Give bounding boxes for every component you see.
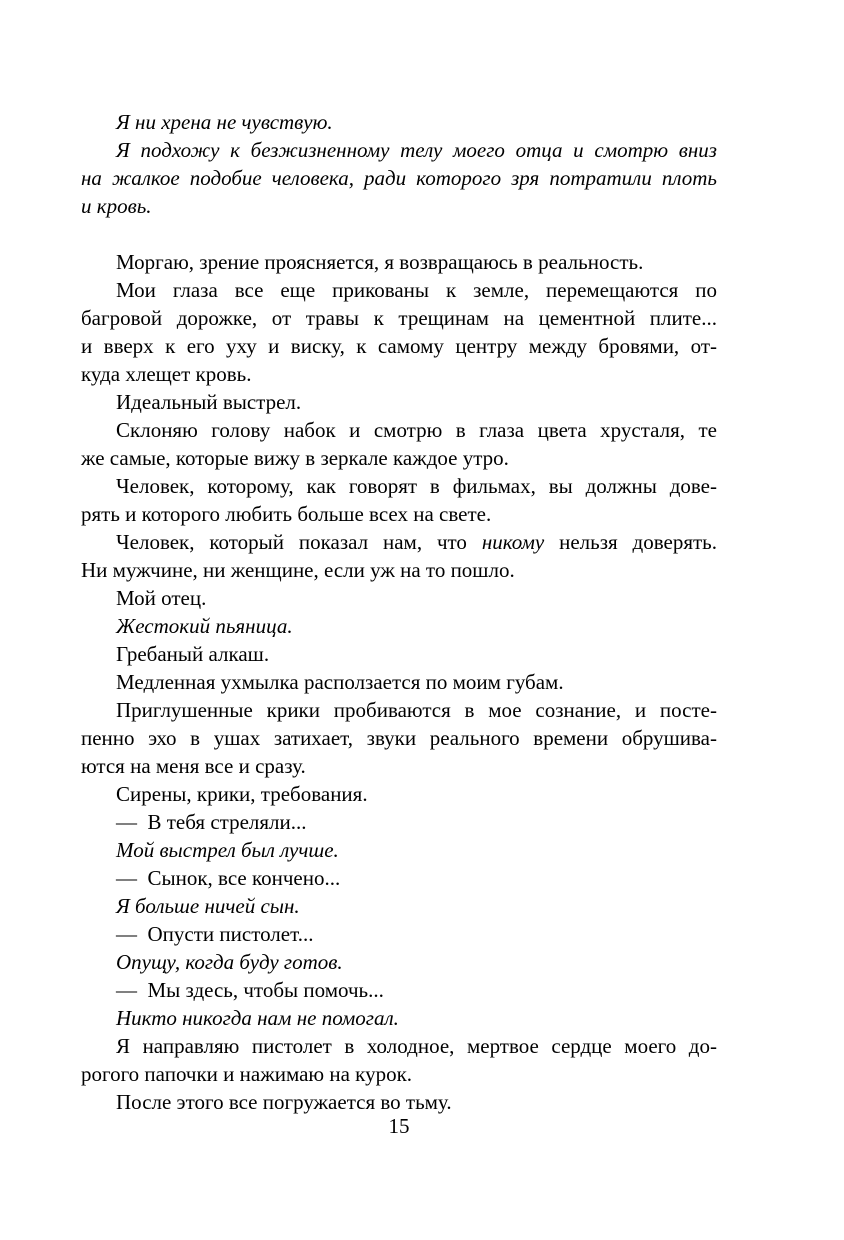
text-line — [81, 388, 717, 416]
text-line — [81, 976, 717, 1004]
regular-text: Мои глаза все еще прикованы к земле, перемещаются по — [116, 278, 717, 302]
regular-text: Идеальный выстрел. — [116, 390, 302, 414]
regular-text: Человек, которому, как говорят в фильмах, вы должны дове- — [116, 474, 717, 498]
text-line — [81, 1032, 717, 1060]
regular-text: куда хлещет кровь. — [81, 362, 252, 386]
text-line — [81, 1004, 717, 1032]
regular-text: После этого все погружается во тьму. — [116, 1090, 452, 1114]
regular-text: — Мы здесь, чтобы помочь... — [116, 978, 384, 1002]
text-line — [81, 528, 717, 556]
text-line — [81, 108, 717, 136]
text-line — [81, 752, 717, 780]
text-line — [81, 136, 717, 164]
regular-text: Мой отец. — [116, 586, 207, 610]
italic-text: Мой выстрел был лучше. — [116, 838, 339, 862]
text-block — [81, 108, 717, 1116]
italic-text: на жалкое подобие человека, ради которого зря потратили плоть — [81, 166, 717, 190]
regular-text: багровой дорожке, от травы к трещинам на цементной плите... — [81, 306, 717, 330]
text-line — [81, 304, 717, 332]
page-number: 15 — [388, 1114, 410, 1138]
italic-text: и кровь. — [81, 194, 152, 218]
text-line — [81, 192, 717, 220]
regular-text: же самые, которые вижу в зеркале каждое утро. — [81, 446, 509, 470]
text-line — [81, 724, 717, 752]
text-line — [81, 696, 717, 724]
text-line — [81, 920, 717, 948]
regular-text: Я направляю пистолет в холодное, мертвое сердце моего до- — [116, 1034, 717, 1058]
section-scene-body — [81, 248, 717, 1116]
regular-text: Сирены, крики, требования. — [116, 782, 368, 806]
regular-text: Моргаю, зрение проясняется, я возвращаюсь в реальность. — [116, 250, 644, 274]
italic-text: Никто никогда нам не помогал. — [116, 1006, 399, 1030]
text-line — [81, 444, 717, 472]
regular-text: Человек, который показал нам, что — [116, 530, 482, 554]
italic-text: Я подхожу к безжизненному телу моего отца и смотрю вниз — [116, 138, 717, 162]
regular-text: — Опусти пистолет... — [116, 922, 314, 946]
regular-text: Склоняю голову набок и смотрю в глаза цвета хрусталя, те — [116, 418, 717, 442]
regular-text: и вверх к его уху и виску, к самому центру между бровями, от- — [81, 334, 717, 358]
text-line — [81, 360, 717, 388]
text-line — [81, 248, 717, 276]
italic-text: никому — [481, 530, 545, 554]
regular-text: ются на меня все и сразу. — [81, 754, 306, 778]
regular-text: пенно эхо в ушах затихает, звуки реального времени обрушива- — [81, 726, 717, 750]
italic-text: Опущу, когда буду готов. — [116, 950, 343, 974]
text-line — [81, 556, 717, 584]
section-intro-monologue — [81, 108, 717, 220]
regular-text: — В тебя стреляли... — [116, 810, 307, 834]
text-line — [81, 864, 717, 892]
italic-text: Жестокий пьяница. — [116, 614, 293, 638]
regular-text: Ни мужчине, ни женщине, если уж на то пошло. — [81, 558, 515, 582]
text-line — [81, 1060, 717, 1088]
text-line — [81, 892, 717, 920]
italic-text: Я больше ничей сын. — [116, 894, 300, 918]
text-line — [81, 948, 717, 976]
text-line — [81, 276, 717, 304]
regular-text: Гребаный алкаш. — [116, 642, 270, 666]
regular-text: — Сынок, все кончено... — [116, 866, 341, 890]
italic-text: Я ни хрена не чувствую. — [116, 110, 333, 134]
text-line — [81, 332, 717, 360]
text-line — [81, 780, 717, 808]
text-line — [81, 584, 717, 612]
text-line — [81, 472, 717, 500]
text-line — [81, 164, 717, 192]
regular-text: рогого папочки и нажимаю на курок. — [81, 1062, 413, 1086]
regular-text: Медленная ухмылка расползается по моим губам. — [116, 670, 564, 694]
regular-text: Приглушенные крики пробиваются в мое сознание, и посте- — [116, 698, 717, 722]
text-line — [81, 640, 717, 668]
text-line — [81, 500, 717, 528]
text-line — [81, 416, 717, 444]
text-line — [81, 808, 717, 836]
regular-text: рять и которого любить больше всех на свете. — [81, 502, 492, 526]
text-line — [81, 612, 717, 640]
text-line — [81, 668, 717, 696]
regular-text: нельзя доверять. — [544, 530, 717, 554]
text-line — [81, 836, 717, 864]
